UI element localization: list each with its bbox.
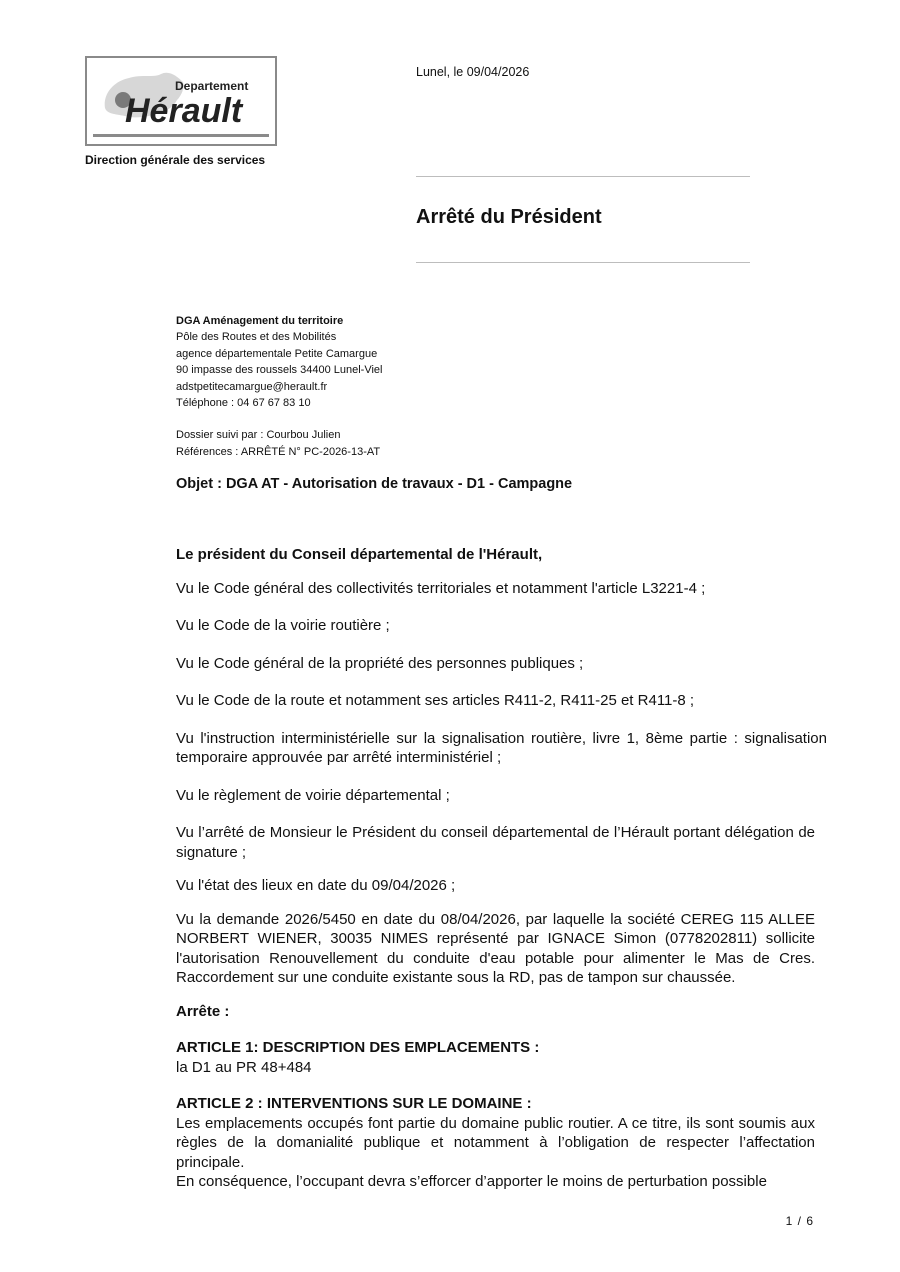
vu-item: Vu le règlement de voirie départemental ; [176,786,450,804]
title-rule-bottom [416,262,750,263]
sender-dossier: Dossier suivi par : Courbou Julien [176,429,341,442]
title-rule-top [416,176,750,177]
article-2-title: ARTICLE 2 : INTERVENTIONS SUR LE DOMAINE : [176,1095,532,1112]
sender-phone: Téléphone : 04 67 67 83 10 [176,397,311,410]
article-2-text-cont: En conséquence, l’occupant devra s’efforcer d’apporter le moins de perturbation possible [176,1173,767,1190]
president-heading: Le président du Conseil départemental de l'Hérault, [176,546,543,563]
vu-item: Vu le Code général des collectivités territoriales et notamment l'article L3221-4 ; [176,579,706,597]
page-number: 1 / 6 [785,1214,814,1228]
sender-dept: DGA Aménagement du territoire [176,315,344,327]
article-2-text: Les emplacements occupés font partie du domaine public routier. A ce titre, ils sont soumis aux règles de la domanialité publique et notamment à l’obligation de respecter l’affectation principale. [176,1114,815,1171]
sender-agence: agence départementale Petite Camargue [176,347,378,360]
vu-item: Vu le Code général de la propriété des personnes publiques ; [176,654,584,672]
sender-email: adstpetitecamargue@herault.fr [176,380,328,393]
main-body [176,545,827,1192]
logo-herault-text: Hérault [125,92,243,130]
article-1-title: ARTICLE 1: DESCRIPTION DES EMPLACEMENTS : [176,1039,540,1056]
direction-generale-label: Direction générale des services [85,153,266,167]
vu-item: Vu le Code de la voirie routière ; [176,617,390,634]
objet-line: Objet : DGA AT - Autorisation de travaux - D1 - Campagne [176,476,573,492]
article-1-text: la D1 au PR 48+484 [176,1058,312,1076]
vu-item: Vu la demande 2026/5450 en date du 08/04/2026, par laquelle la société CEREG 115 ALLEE NORBERT WIENER, 30035 NIMES représenté par IGNACE Simon (0778202811) sollicite l'autorisation Renouvellement du conduite d'eau potable pour alimenter le Mas de Cres. Raccordement sur une conduite existante sous la RD, pas de tampon sur chaussée. [176,910,815,986]
arrete-heading: Arrête : [176,1002,230,1020]
sender-address: 90 impasse des roussels 34400 Lunel-Viel [176,364,383,377]
vu-item: Vu l'état des lieux en date du 09/04/2026 ; [176,877,456,894]
logo-departement-text: Departement [175,79,249,93]
sender-reference: Références : ARRÊTÉ N° PC-2026-13-AT [176,445,381,458]
sender-block [176,313,382,460]
sender-pole: Pôle des Routes et des Mobilités [176,331,337,344]
page-title: Arrêté du Président [416,206,602,228]
vu-item: Vu l'instruction interministérielle sur la signalisation routière, livre 1, 8ème partie : signalisation temporaire approuvée par arrêté interministériel ; [176,729,827,766]
vu-item: Vu le Code de la route et notamment ses articles R411-2, R411-25 et R411-8 ; [176,692,695,709]
vu-item: Vu l’arrêté de Monsieur le Président du conseil départemental de l’Hérault portant délégation de signature ; [176,824,815,861]
departement-logo [85,56,277,146]
date-line: Lunel, le 09/04/2026 [416,65,530,79]
